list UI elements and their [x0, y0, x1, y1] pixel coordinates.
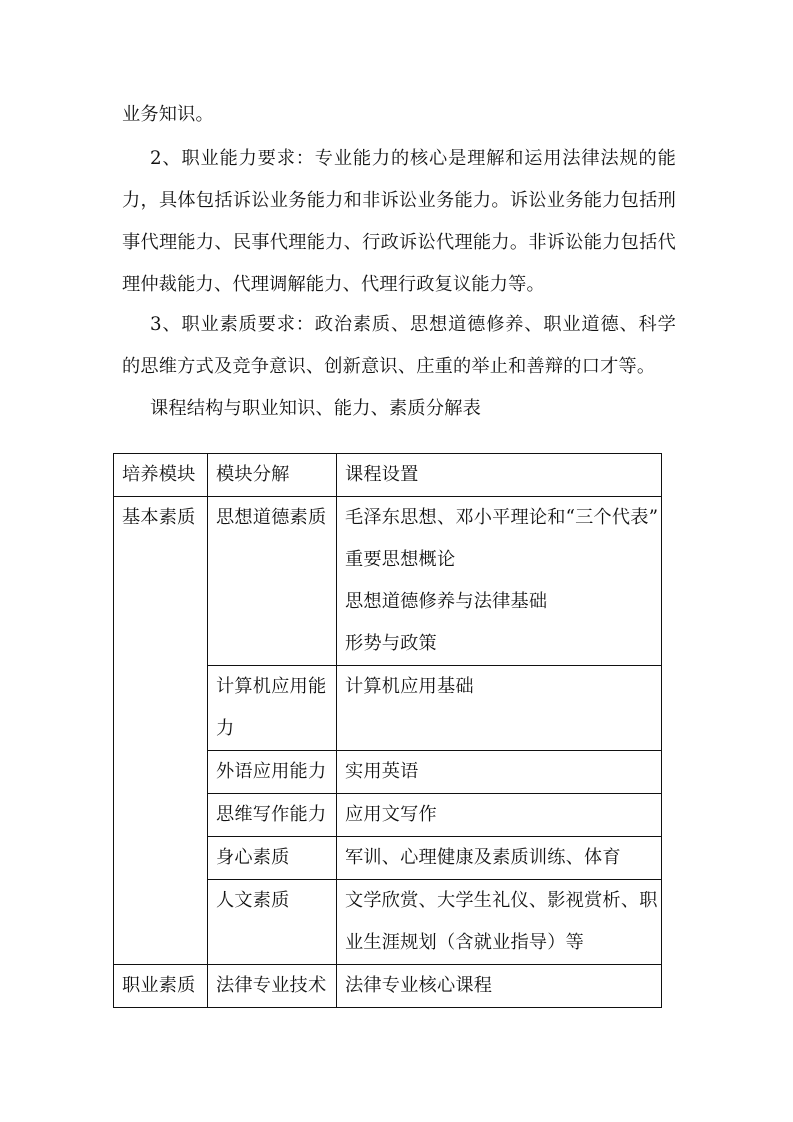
breakdown-cell: 人文素质: [208, 880, 337, 965]
course-line: 业生涯规划（含就业指导）等: [345, 932, 585, 953]
courses-cell: [337, 880, 662, 965]
course-line: 应用文写作: [345, 804, 437, 825]
course-line: 法律专业核心课程: [345, 975, 493, 996]
table-caption: 课程结构与职业知识、能力、素质分解表: [150, 398, 481, 419]
paragraph-quality-requirements: 3、职业素质要求：政治素质、思想道德修养、职业道德、科学的思维方式及竞争意识、创新意识、庄重的举止和善辩的口才等。: [122, 314, 676, 377]
courses-cell: [337, 497, 662, 666]
breakdown-cell: 身心素质: [208, 837, 337, 880]
header-breakdown: 模块分解: [208, 454, 337, 497]
courses-cell: [337, 794, 662, 837]
courses-cell: [337, 751, 662, 794]
paragraph-knowledge-tail: 业务知识。: [122, 104, 214, 125]
breakdown-cell: 思想道德素质: [208, 497, 337, 666]
header-module: 培养模块: [114, 454, 208, 497]
course-line: 形势与政策: [345, 633, 437, 654]
course-line: 实用英语: [345, 761, 419, 782]
table-header-row: [114, 454, 662, 497]
header-courses: 课程设置: [337, 454, 662, 497]
breakdown-line: 计算机应用能: [216, 676, 327, 697]
breakdown-cell: 外语应用能力: [208, 751, 337, 794]
courses-cell: [337, 965, 662, 1008]
breakdown-cell: [208, 666, 337, 751]
table-row: [114, 965, 662, 1008]
course-structure-table: [113, 453, 662, 1008]
paragraph-ability-requirements: 2、职业能力要求：专业能力的核心是理解和运用法律法规的能力，具体包括诉讼业务能力和非诉讼业务能力。诉讼业务能力包括刑事代理能力、民事代理能力、行政诉讼代理能力。非诉讼能力包括代理仲裁能力、代理调解能力、代理行政复议能力等。: [122, 148, 676, 295]
course-line: 思想道德修养与法律基础: [345, 591, 548, 612]
breakdown-cell: 思维写作能力: [208, 794, 337, 837]
breakdown-cell: 法律专业技术: [208, 965, 337, 1008]
course-line: 重要思想概论: [345, 549, 456, 570]
course-line: 毛泽东思想、邓小平理论和“三个代表”: [345, 507, 659, 528]
courses-cell: [337, 666, 662, 751]
module-cell: 基本素质: [114, 497, 208, 965]
table-row: [114, 497, 662, 666]
breakdown-line: 力: [216, 718, 235, 739]
module-cell: 职业素质: [114, 965, 208, 1008]
course-line: 计算机应用基础: [345, 676, 474, 697]
course-line: 文学欣赏、大学生礼仪、影视赏析、职: [345, 890, 658, 911]
courses-cell: [337, 837, 662, 880]
course-line: 军训、心理健康及素质训练、体育: [345, 847, 621, 868]
